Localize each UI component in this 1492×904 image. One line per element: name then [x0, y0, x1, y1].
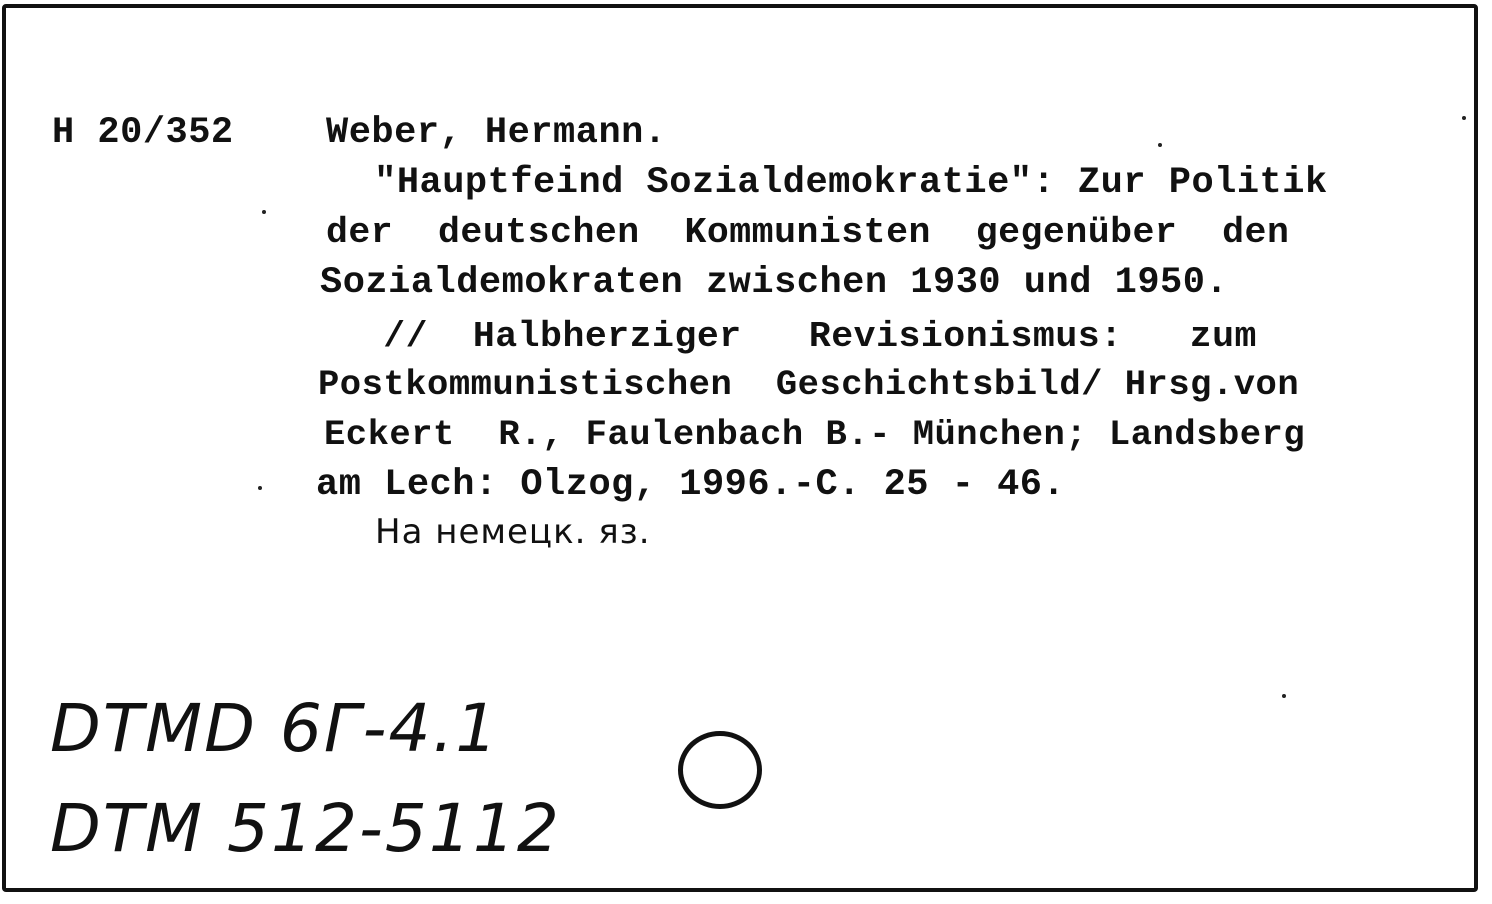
author-line: Weber, Hermann. — [326, 112, 667, 154]
speck — [262, 210, 266, 214]
language-note: На немецк. яз. — [375, 512, 651, 552]
publication-line: Eckert R., Faulenbach B.- München; Landsberg — [324, 414, 1306, 455]
call-number-1: DTMD 6Г-4.1 — [50, 690, 500, 767]
title-line-2: der deutschen Kommunisten gegenüber den — [326, 212, 1290, 253]
title-line-3: Sozialdemokraten zwischen 1930 und 1950. — [320, 262, 1229, 304]
series-line-2: Postkommunistischen Geschichtsbild/ Hrsg.von — [318, 364, 1300, 405]
speck — [258, 486, 262, 490]
speck — [1462, 116, 1466, 120]
series-line-1: // Halbherziger Revisionismus: zum — [316, 316, 1257, 357]
speck — [1158, 143, 1162, 147]
pages-line: am Lech: Olzog, 1996.-C. 25 - 46. — [316, 464, 1066, 506]
title-line-1: "Hauptfeind Sozialdemokratie": Zur Politik — [306, 162, 1328, 204]
shelfmark: H 20/352 — [52, 112, 234, 154]
call-number-2: DTM 512-5112 — [50, 790, 561, 867]
punch-hole — [678, 731, 762, 809]
speck — [1282, 694, 1286, 698]
